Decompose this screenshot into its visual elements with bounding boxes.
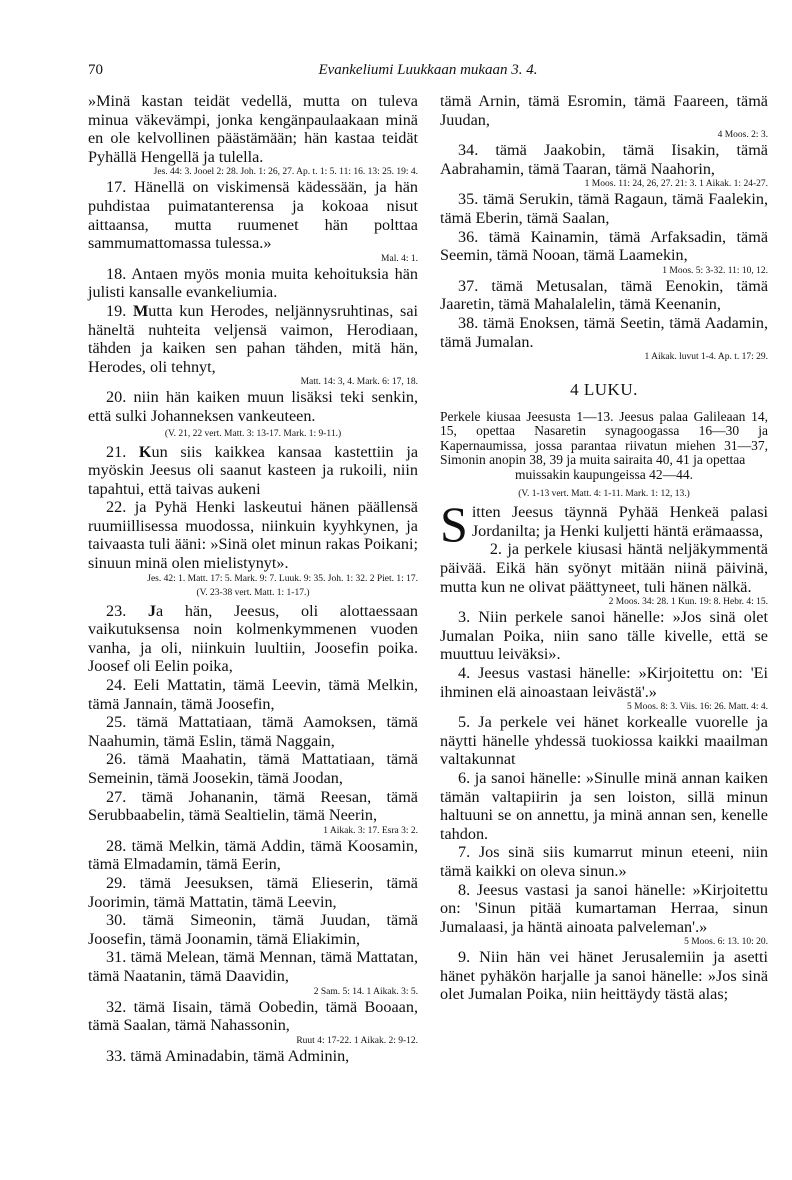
chapter-first-verse: [440, 496, 768, 553]
scripture-reference: 4 Moos. 2: 3.: [717, 130, 768, 141]
page-header: [88, 62, 768, 86]
scripture-reference: Ruut 4: 17-22. 1 Aikak. 2: 9-12.: [296, 1035, 418, 1046]
verse: 6. ja sanoi hänelle: »Sinulle minä annan kaiken tämän valtapiirin ja sen loiston, sillä minun haltuuni se on annettu, ja minä annan sen, kenelle tahdon.: [440, 768, 768, 843]
verse: 37. tämä Metusalan, tämä Eenokin, tämä Jaaretin, tämä Mahalalelin, tämä Keenanin,: [440, 276, 768, 314]
verse: 8. Jeesus vastasi ja sanoi hänelle: »Kirjoitettu on: 'Sinun pitää kumartaman Herraa, sinun Jumalaasi, ja häntä ainoata palveleman'.»: [440, 880, 768, 936]
cross-reference-note: (V. 23-38 vert. Matt. 1: 1-17.): [196, 587, 310, 598]
running-title: Evankeliumi Luukkaan mukaan 3. 4.: [318, 62, 538, 78]
verse: 38. tämä Enoksen, tämä Seetin, tämä Aadamin, tämä Jumalan.: [440, 313, 768, 351]
verse: 33. tämä Aminadabin, tämä Adminin,: [106, 1046, 350, 1065]
verse: 2. ja perkele kiusasi häntä neljäkymmentä päivää. Eikä hän syönyt mitään niinä päivinä, mutta kun ne olivat päättyneet, tuli hänen nälkä.: [440, 540, 768, 596]
chapter-heading: 4 LUKU.: [570, 380, 638, 400]
verse-number: 23.: [106, 601, 148, 620]
verse: 34. tämä Jaakobin, tämä Iisakin, tämä Aabrahamin, tämä Taaran, tämä Naahorin,: [440, 141, 768, 178]
verse-text: itten Jeesus täynnä Pyhää Henkeä palasi Jordanilta; ja Henki kuljetti häntä erämaassa,: [471, 503, 768, 540]
scripture-reference: 2 Moos. 34: 28. 1 Kun. 19: 8. Hebr. 4: 15.: [608, 597, 768, 608]
verse-initial: M: [132, 301, 149, 320]
verse: tämä Arnin, tämä Esromin, tämä Faareen, tämä Juudan,: [440, 92, 768, 129]
verse: 4. Jeesus vastasi hänelle: »Kirjoitettu on: 'Ei ihminen elä ainoastaan leivästä'.»: [440, 663, 768, 701]
chapter-3-end: [440, 92, 768, 363]
verse: 22. ja Pyhä Henki laskeutui hänen päällensä ruumiillisessa muodossa, niinkuin kyyhkynen, ja taivaasta tuli ääni: »Sinä olet minun rakas Poikani; sinuun minä olen mielistynyt».: [88, 498, 418, 573]
scripture-reference: 1 Moos. 5: 3-32. 11: 10, 12.: [662, 265, 768, 276]
scripture-reference: 1 Aikak. luvut 1-4. Ap. t. 17: 29.: [644, 352, 768, 363]
verse: »Minä kastan teidät vedellä, mutta on tuleva minua väkevämpi, jonka kengänpaulaakaan minä en ole kelvollinen päästämään; hän kastaa teidät Pyhällä Hengellä ja tulella.: [88, 92, 418, 166]
chapter-summary-last: muissakin kaupungeissa 42—44.: [514, 466, 694, 482]
scripture-reference: 5 Moos. 6: 13. 10: 20.: [684, 937, 768, 948]
verse: [88, 602, 418, 676]
verse: 20. niin hän kaiken muun lisäksi teki senkin, että sulki Johanneksen vankeuteen.: [88, 388, 418, 425]
verse: 31. tämä Melean, tämä Mennan, tämä Mattatan, tämä Naatanin, tämä Daavidin,: [88, 948, 418, 985]
verse: [88, 443, 418, 499]
verse: 25. tämä Mattatiaan, tämä Aamoksen, tämä Naahumin, tämä Eslin, tämä Naggain,: [88, 713, 418, 750]
left-column: [88, 92, 418, 1065]
chapter-4-verses: [440, 540, 768, 1004]
verse: 24. Eeli Mattatin, tämä Leevin, tämä Melkin, tämä Jannain, tämä Joosefin,: [88, 676, 418, 713]
verse: 9. Niin hän vei hänet Jerusalemiin ja asetti hänet pyhäkön harjalle ja sanoi hänelle: »Jos sinä olet Jumalan Poika, niin heittäydy tästä alas;: [440, 948, 768, 1004]
verse-number: 19.: [106, 301, 133, 320]
verse: [88, 302, 418, 376]
verse: 35. tämä Serukin, tämä Ragaun, tämä Faalekin, tämä Eberin, tämä Saalan,: [440, 190, 768, 227]
right-column: [440, 92, 768, 1004]
scripture-reference: 1 Aikak. 3: 17. Esra 3: 2.: [323, 825, 418, 836]
scripture-reference: Matt. 14: 3, 4. Mark. 6: 17, 18.: [300, 377, 418, 388]
verse-text: a hän, Jeesus, oli alottaessaan vaikutuksensa noin kolmenkymmenen vuoden vanha, ja oli, niinkuin luultiin, Joosefin poika. Joosef oli Eelin poika,: [88, 601, 418, 676]
verse: 18. Antaen myös monia muita kehoituksia hän julisti kansalle evankeliumia.: [88, 264, 418, 302]
verse-initial: K: [138, 442, 152, 461]
verse-initial: J: [147, 601, 156, 620]
scripture-reference: 5 Moos. 8: 3. Viis. 16: 26. Matt. 4: 4.: [627, 702, 768, 713]
chapter-summary: [440, 410, 768, 483]
verse: 28. tämä Melkin, tämä Addin, tämä Koosamin, tämä Elmadamin, tämä Eerin,: [88, 836, 418, 874]
scripture-reference: 1 Moos. 11: 24, 26, 27. 21: 3. 1 Aikak. 1: 24-27.: [584, 179, 768, 190]
verse: 3. Niin perkele sanoi hänelle: »Jos sinä olet Jumalan Poika, niin sano tälle kivelle, että se muuttuu leiväksi».: [440, 608, 768, 664]
scripture-reference: Mal. 4: 1.: [381, 253, 418, 264]
cross-reference-note: (V. 21, 22 vert. Matt. 3: 13-17. Mark. 1: 9-11.): [164, 428, 342, 439]
page-number: 70: [88, 62, 103, 78]
cross-reference-note: (V. 1-13 vert. Matt. 4: 1-11. Mark. 1: 12, 13.): [518, 489, 690, 500]
verse: 36. tämä Kainamin, tämä Arfaksadin, tämä Seemin, tämä Nooan, tämä Laamekin,: [440, 227, 768, 265]
verse-number: 21.: [106, 442, 139, 461]
verse: 30. tämä Simeonin, tämä Juudan, tämä Joosefin, tämä Joonamin, tämä Eliakimin,: [88, 911, 418, 948]
verse-text: un siis kaikkea kansaa kastettiin ja myöskin Jeesus oli saanut kasteen ja rukoili, niin tapahtui, että taivas aukeni: [88, 442, 419, 498]
verse: 17. Hänellä on viskimensä kädessään, ja hän puhdistaa puimatanterensa ja kokoaa nisut aittaansa, mutta ruumenet hän polttaa sammumattomassa tulessa.»: [88, 178, 418, 253]
verse: 5. Ja perkele vei hänet korkealle vuorelle ja näytti hänelle yhdessä tuokiossa kaikki maailman valtakunnat: [440, 713, 768, 769]
drop-cap: S: [440, 496, 468, 553]
verse: 26. tämä Maahatin, tämä Mattatiaan, tämä Semeinin, tämä Joosekin, tämä Joodan,: [88, 750, 418, 787]
chapter-summary-text: Perkele kiusaa Jeesusta 1—13. Jeesus palaa Galileaan 14, 15, opettaa Nasaretin synagoogassa 16—30 ja Kapernaumissa, jossa parantaa riivatun miehen 31—37, Simonin anopin 38, 39 ja muita sairaita 40, 41 ja opettaa: [440, 408, 768, 468]
scripture-reference: 2 Sam. 5: 14. 1 Aikak. 3: 5.: [313, 986, 418, 997]
scripture-reference: Jes. 42: 1. Matt. 17: 5. Mark. 9: 7. Luuk. 9: 35. Joh. 1: 32. 2 Piet. 1: 17.: [147, 573, 418, 584]
verse: 27. tämä Johananin, tämä Reesan, tämä Serubbaabelin, tämä Sealtielin, tämä Neerin,: [88, 787, 418, 825]
verse: 29. tämä Jeesuksen, tämä Elieserin, tämä Joorimin, tämä Mattatin, tämä Leevin,: [88, 873, 418, 911]
scripture-reference: Jes. 44: 3. Jooel 2: 28. Joh. 1: 26, 27. Ap. t. 1: 5. 11: 16. 13: 25. 19: 4.: [153, 167, 418, 178]
verse: 32. tämä Iisain, tämä Oobedin, tämä Booaan, tämä Saalan, tämä Nahassonin,: [88, 997, 418, 1035]
verse: 7. Jos sinä siis kumarrut minun eteeni, niin tämä kaikki on oleva sinun.»: [440, 843, 768, 880]
verse-text: utta kun Herodes, neljännysruhtinas, sai häneltä nuhteita veljensä vaimon, Herodiaan, tähden ja kaiken sen pahan tähden, mitä hän, Herodes, oli tehnyt,: [88, 301, 418, 376]
